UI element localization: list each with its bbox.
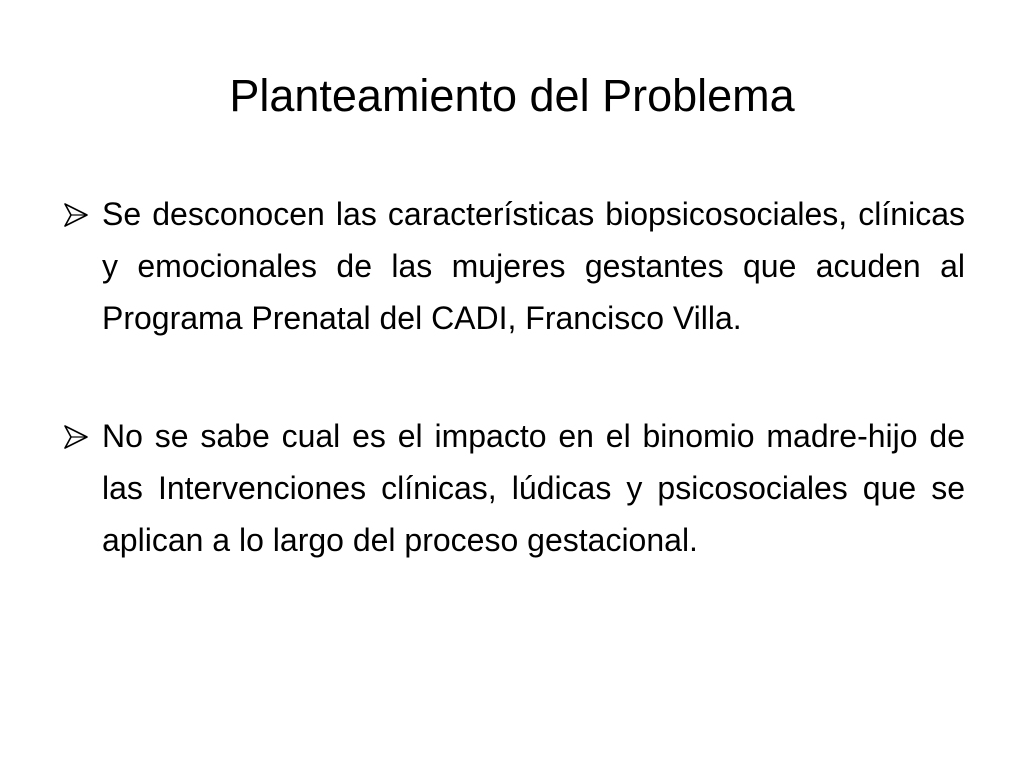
bullet-text: Se desconocen las características biopsicosociales, clínicas y emocionales de las mujeres gestantes que acuden al Programa Prenatal del CADI, Francisco Villa. (102, 196, 965, 336)
bullet-list (62, 188, 965, 566)
bullet-text: No se sabe cual es el impacto en el binomio madre-hijo de las Intervenciones clínicas, lúdicas y psicosociales que se aplican a lo largo del proceso gestacional. (102, 418, 965, 558)
bullet-item (62, 188, 965, 344)
slide-title: Planteamiento del Problema (229, 70, 795, 121)
arrowhead-bullet-icon (62, 201, 90, 229)
bullet-item (62, 410, 965, 566)
arrowhead-bullet-icon (62, 423, 90, 451)
